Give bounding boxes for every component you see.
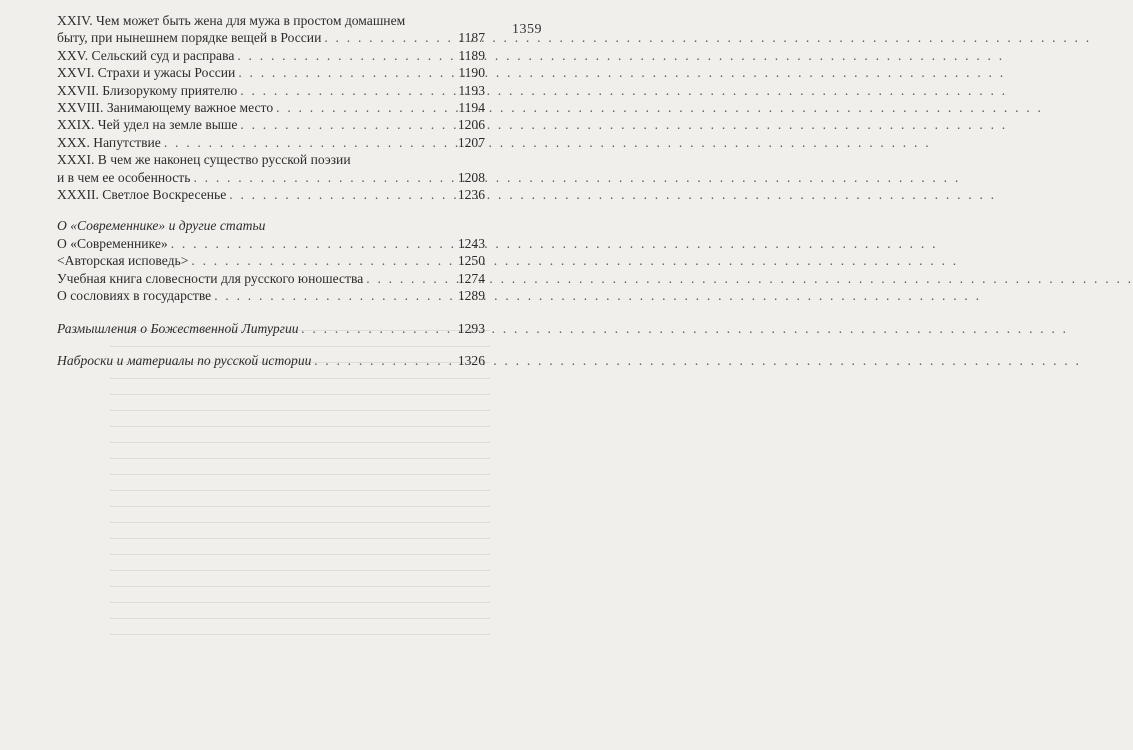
toc-entry-title: XXVII. Близорукому приятелю — [57, 82, 238, 98]
leader-dots — [229, 186, 452, 203]
toc-entry-page: 1193 — [458, 82, 485, 98]
toc-entry-page: 1293 — [457, 320, 485, 336]
bleed-through-texture — [110, 330, 490, 690]
toc-entry-page: 1274 — [457, 270, 485, 286]
toc-entry-first-line: XXXI. В чем же наконец существо русской поэзии — [57, 152, 351, 168]
toc-entry-title: XXIX. Чей удел на земле выше — [57, 117, 238, 133]
leader-dots — [191, 252, 452, 269]
leader-dots — [302, 320, 452, 337]
toc-entry[interactable] — [57, 287, 485, 304]
toc-entry-page: 1207 — [457, 134, 485, 150]
toc-entry-page: 1250 — [457, 253, 485, 269]
toc-entry[interactable] — [57, 134, 485, 151]
toc-entry[interactable] — [57, 235, 485, 252]
toc-entry[interactable] — [57, 29, 485, 46]
leader-dots — [240, 116, 452, 133]
toc-group-sovremennik — [57, 217, 485, 304]
toc-entry-title: Размышления о Божественной Литургии — [57, 320, 299, 336]
leader-dots — [171, 235, 452, 252]
leader-dots — [324, 29, 452, 46]
toc-entry-title: XXVI. Страхи и ужасы России — [57, 65, 236, 81]
toc-entry[interactable] — [57, 186, 485, 203]
toc-entry-page: 1187 — [458, 30, 485, 46]
leader-dots — [238, 64, 452, 81]
toc-entry[interactable] — [57, 116, 485, 133]
table-of-contents — [57, 12, 485, 369]
leader-dots — [366, 270, 452, 287]
toc-entry[interactable] — [57, 64, 485, 81]
leader-dots — [193, 169, 452, 186]
toc-entry[interactable] — [57, 99, 485, 116]
page-number: 1359 — [512, 22, 542, 37]
toc-entry-page: 1189 — [458, 47, 485, 63]
toc-group-letters — [57, 12, 485, 203]
toc-section-liturgy[interactable] — [57, 320, 485, 337]
toc-entry-page: 1194 — [458, 100, 485, 116]
toc-entry-title: Наброски и материалы по русской истории — [57, 352, 312, 368]
leader-dots — [164, 134, 452, 151]
leader-dots — [237, 47, 452, 64]
toc-entry-page: 1208 — [457, 169, 485, 185]
toc-entry-page: 1289 — [457, 288, 485, 304]
section-heading: О «Современнике» и другие статьи — [57, 218, 266, 234]
toc-entry-title: XXVIII. Занимающему важное место — [57, 100, 274, 116]
leader-dots — [240, 82, 452, 99]
toc-entry[interactable] — [57, 82, 485, 99]
leader-dots — [276, 99, 452, 116]
leader-dots — [314, 352, 452, 369]
toc-entry-title: XXV. Сельский суд и расправа — [57, 47, 235, 63]
toc-entry-title: О сословиях в государстве — [57, 288, 212, 304]
toc-entry[interactable] — [57, 169, 485, 186]
toc-entry-title: XXXII. Светлое Воскресенье — [57, 187, 227, 203]
toc-entry-title: XXX. Напутствие — [57, 134, 161, 150]
toc-entry-title: быту, при нынешнем порядке вещей в России — [57, 30, 322, 46]
toc-entry-first-line: XXIV. Чем может быть жена для мужа в простом домашнем — [57, 13, 406, 28]
toc-entry-page: 1190 — [458, 65, 485, 81]
toc-entry-title: и в чем ее особенность — [57, 169, 191, 185]
toc-entry-title: Учебная книга словесности для русского юношества — [57, 270, 364, 286]
toc-entry[interactable] — [57, 270, 485, 287]
toc-entry-page: 1326 — [457, 352, 485, 368]
toc-entry[interactable] — [57, 252, 485, 269]
toc-entry-page: 1243 — [457, 235, 485, 251]
toc-entry-title: О «Современнике» — [57, 235, 168, 251]
toc-entry-page: 1236 — [457, 187, 485, 203]
toc-entry-page: 1206 — [457, 117, 485, 133]
toc-section-history[interactable] — [57, 352, 485, 369]
toc-entry-title: <Авторская исповедь> — [57, 253, 189, 269]
toc-entry[interactable] — [57, 47, 485, 64]
leader-dots — [214, 287, 452, 304]
